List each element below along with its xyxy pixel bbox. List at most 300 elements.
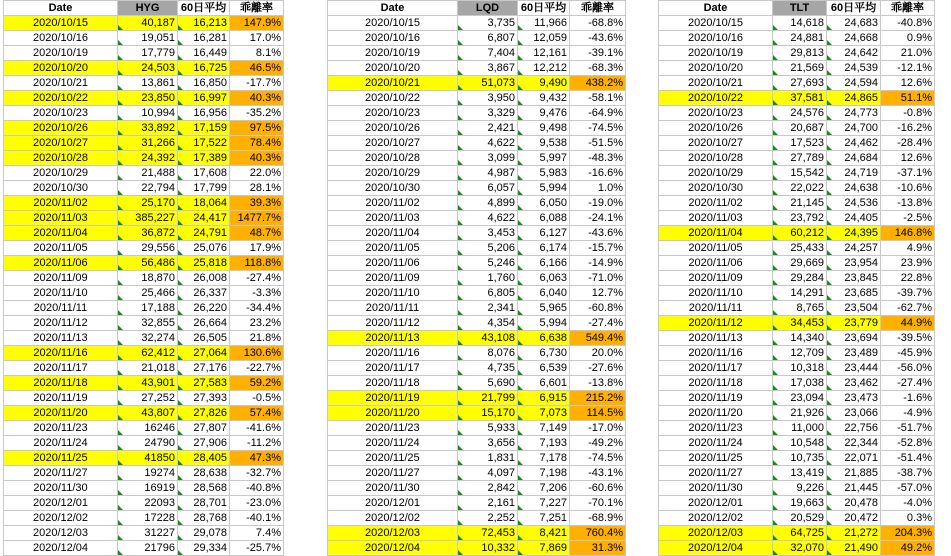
- volume-cell[interactable]: 8,765: [773, 301, 827, 316]
- volume-cell[interactable]: 21,569: [773, 61, 827, 76]
- volume-cell[interactable]: 6,807: [458, 31, 518, 46]
- deviation-cell[interactable]: 21.0%: [881, 46, 935, 61]
- volume-cell[interactable]: 4,735: [458, 361, 518, 376]
- volume-cell[interactable]: 14,340: [773, 331, 827, 346]
- volume-cell[interactable]: 24,503: [118, 61, 178, 76]
- volume-cell[interactable]: 2,161: [458, 496, 518, 511]
- date-cell[interactable]: 2020/12/01: [4, 496, 118, 511]
- average-cell[interactable]: 17,159: [178, 121, 230, 136]
- date-cell[interactable]: 2020/12/03: [4, 526, 118, 541]
- average-cell[interactable]: 9,538: [518, 136, 570, 151]
- volume-cell[interactable]: 51,073: [458, 76, 518, 91]
- average-cell[interactable]: 28,405: [178, 451, 230, 466]
- deviation-cell[interactable]: -56.0%: [881, 361, 935, 376]
- volume-cell[interactable]: 5,933: [458, 421, 518, 436]
- average-cell[interactable]: 24,668: [827, 31, 881, 46]
- volume-cell[interactable]: 19,663: [773, 496, 827, 511]
- deviation-cell[interactable]: -60.6%: [570, 481, 626, 496]
- column-header-ticker[interactable]: LQD: [458, 1, 518, 16]
- deviation-cell[interactable]: -16.6%: [570, 166, 626, 181]
- average-cell[interactable]: 23,473: [827, 391, 881, 406]
- average-cell[interactable]: 17,389: [178, 151, 230, 166]
- volume-cell[interactable]: 13,419: [773, 466, 827, 481]
- average-cell[interactable]: 27,064: [178, 346, 230, 361]
- volume-cell[interactable]: 17,038: [773, 376, 827, 391]
- volume-cell[interactable]: 34,453: [773, 316, 827, 331]
- average-cell[interactable]: 26,505: [178, 331, 230, 346]
- average-cell[interactable]: 17,799: [178, 181, 230, 196]
- deviation-cell[interactable]: -14.9%: [570, 256, 626, 271]
- average-cell[interactable]: 5,983: [518, 166, 570, 181]
- average-cell[interactable]: 24,638: [827, 181, 881, 196]
- deviation-cell[interactable]: 4.9%: [881, 241, 935, 256]
- deviation-cell[interactable]: 7.4%: [230, 526, 284, 541]
- volume-cell[interactable]: 20,687: [773, 121, 827, 136]
- deviation-cell[interactable]: 1477.7%: [230, 211, 284, 226]
- deviation-cell[interactable]: 17.9%: [230, 241, 284, 256]
- date-cell[interactable]: 2020/10/30: [4, 181, 118, 196]
- date-cell[interactable]: 2020/11/24: [4, 436, 118, 451]
- average-cell[interactable]: 7,178: [518, 451, 570, 466]
- volume-cell[interactable]: 3,867: [458, 61, 518, 76]
- deviation-cell[interactable]: -40.8%: [881, 16, 935, 31]
- volume-cell[interactable]: 5,246: [458, 256, 518, 271]
- deviation-cell[interactable]: -71.0%: [570, 271, 626, 286]
- date-cell[interactable]: 2020/10/22: [659, 91, 773, 106]
- average-cell[interactable]: 23,954: [827, 256, 881, 271]
- average-cell[interactable]: 24,539: [827, 61, 881, 76]
- volume-cell[interactable]: 4,987: [458, 166, 518, 181]
- date-cell[interactable]: 2020/11/27: [328, 466, 458, 481]
- deviation-cell[interactable]: -11.2%: [230, 436, 284, 451]
- volume-cell[interactable]: 22,794: [118, 181, 178, 196]
- date-cell[interactable]: 2020/12/03: [659, 526, 773, 541]
- average-cell[interactable]: 6,127: [518, 226, 570, 241]
- deviation-cell[interactable]: 23.9%: [881, 256, 935, 271]
- deviation-cell[interactable]: 48.7%: [230, 226, 284, 241]
- date-cell[interactable]: 2020/10/26: [659, 121, 773, 136]
- deviation-cell[interactable]: 21.8%: [230, 331, 284, 346]
- date-cell[interactable]: 2020/10/22: [328, 91, 458, 106]
- deviation-cell[interactable]: 130.6%: [230, 346, 284, 361]
- volume-cell[interactable]: 20,529: [773, 511, 827, 526]
- date-cell[interactable]: 2020/10/16: [659, 31, 773, 46]
- average-cell[interactable]: 24,405: [827, 211, 881, 226]
- date-cell[interactable]: 2020/12/04: [4, 541, 118, 556]
- date-cell[interactable]: 2020/12/02: [4, 511, 118, 526]
- average-cell[interactable]: 29,078: [178, 526, 230, 541]
- date-cell[interactable]: 2020/11/03: [659, 211, 773, 226]
- deviation-cell[interactable]: -62.7%: [881, 301, 935, 316]
- date-cell[interactable]: 2020/10/19: [4, 46, 118, 61]
- deviation-cell[interactable]: 118.8%: [230, 256, 284, 271]
- average-cell[interactable]: 26,337: [178, 286, 230, 301]
- deviation-cell[interactable]: -60.8%: [570, 301, 626, 316]
- average-cell[interactable]: 7,227: [518, 496, 570, 511]
- deviation-cell[interactable]: -3.3%: [230, 286, 284, 301]
- average-cell[interactable]: 16,850: [178, 76, 230, 91]
- date-cell[interactable]: 2020/11/17: [659, 361, 773, 376]
- deviation-cell[interactable]: 204.3%: [881, 526, 935, 541]
- average-cell[interactable]: 7,073: [518, 406, 570, 421]
- deviation-cell[interactable]: -45.9%: [881, 346, 935, 361]
- deviation-cell[interactable]: -40.8%: [230, 481, 284, 496]
- deviation-cell[interactable]: 46.5%: [230, 61, 284, 76]
- date-cell[interactable]: 2020/11/02: [328, 196, 458, 211]
- deviation-cell[interactable]: -74.5%: [570, 451, 626, 466]
- volume-cell[interactable]: 40,187: [118, 16, 178, 31]
- date-cell[interactable]: 2020/11/10: [659, 286, 773, 301]
- volume-cell[interactable]: 14,618: [773, 16, 827, 31]
- date-cell[interactable]: 2020/11/20: [659, 406, 773, 421]
- deviation-cell[interactable]: -2.5%: [881, 211, 935, 226]
- average-cell[interactable]: 26,008: [178, 271, 230, 286]
- deviation-cell[interactable]: 0.9%: [881, 31, 935, 46]
- deviation-cell[interactable]: -51.5%: [570, 136, 626, 151]
- deviation-cell[interactable]: 22.8%: [881, 271, 935, 286]
- volume-cell[interactable]: 1,760: [458, 271, 518, 286]
- deviation-cell[interactable]: 31.3%: [570, 541, 626, 556]
- average-cell[interactable]: 24,865: [827, 91, 881, 106]
- date-cell[interactable]: 2020/11/10: [328, 286, 458, 301]
- volume-cell[interactable]: 62,412: [118, 346, 178, 361]
- date-cell[interactable]: 2020/10/21: [4, 76, 118, 91]
- average-cell[interactable]: 24,642: [827, 46, 881, 61]
- date-cell[interactable]: 2020/10/15: [4, 16, 118, 31]
- date-cell[interactable]: 2020/11/13: [4, 331, 118, 346]
- volume-cell[interactable]: 23,792: [773, 211, 827, 226]
- deviation-cell[interactable]: -43.6%: [570, 31, 626, 46]
- volume-cell[interactable]: 17228: [118, 511, 178, 526]
- deviation-cell[interactable]: 438.2%: [570, 76, 626, 91]
- average-cell[interactable]: 24,536: [827, 196, 881, 211]
- date-cell[interactable]: 2020/11/11: [4, 301, 118, 316]
- date-cell[interactable]: 2020/10/26: [328, 121, 458, 136]
- deviation-cell[interactable]: -58.1%: [570, 91, 626, 106]
- date-cell[interactable]: 2020/10/15: [328, 16, 458, 31]
- volume-cell[interactable]: 14,291: [773, 286, 827, 301]
- deviation-cell[interactable]: -51.4%: [881, 451, 935, 466]
- average-cell[interactable]: 6,040: [518, 286, 570, 301]
- deviation-cell[interactable]: -23.0%: [230, 496, 284, 511]
- date-cell[interactable]: 2020/11/20: [328, 406, 458, 421]
- date-cell[interactable]: 2020/11/24: [328, 436, 458, 451]
- date-cell[interactable]: 2020/10/23: [4, 106, 118, 121]
- average-cell[interactable]: 27,906: [178, 436, 230, 451]
- volume-cell[interactable]: 3,099: [458, 151, 518, 166]
- date-cell[interactable]: 2020/10/15: [659, 16, 773, 31]
- average-cell[interactable]: 25,818: [178, 256, 230, 271]
- date-cell[interactable]: 2020/11/25: [659, 451, 773, 466]
- date-cell[interactable]: 2020/11/12: [328, 316, 458, 331]
- deviation-cell[interactable]: 12.7%: [570, 286, 626, 301]
- column-header-deviation[interactable]: 乖離率: [881, 1, 935, 16]
- date-cell[interactable]: 2020/11/20: [4, 406, 118, 421]
- volume-cell[interactable]: 19,051: [118, 31, 178, 46]
- date-cell[interactable]: 2020/11/12: [659, 316, 773, 331]
- deviation-cell[interactable]: -38.7%: [881, 466, 935, 481]
- average-cell[interactable]: 28,568: [178, 481, 230, 496]
- average-cell[interactable]: 16,449: [178, 46, 230, 61]
- average-cell[interactable]: 6,166: [518, 256, 570, 271]
- volume-cell[interactable]: 24,576: [773, 106, 827, 121]
- volume-cell[interactable]: 36,872: [118, 226, 178, 241]
- column-header-average[interactable]: 60日平均: [518, 1, 570, 16]
- volume-cell[interactable]: 25,433: [773, 241, 827, 256]
- average-cell[interactable]: 24,791: [178, 226, 230, 241]
- deviation-cell[interactable]: -39.7%: [881, 286, 935, 301]
- date-cell[interactable]: 2020/11/02: [659, 196, 773, 211]
- volume-cell[interactable]: 6,057: [458, 181, 518, 196]
- date-cell[interactable]: 2020/10/28: [4, 151, 118, 166]
- date-cell[interactable]: 2020/11/25: [328, 451, 458, 466]
- average-cell[interactable]: 7,251: [518, 511, 570, 526]
- volume-cell[interactable]: 15,170: [458, 406, 518, 421]
- average-cell[interactable]: 16,956: [178, 106, 230, 121]
- volume-cell[interactable]: 29,284: [773, 271, 827, 286]
- date-cell[interactable]: 2020/11/05: [4, 241, 118, 256]
- deviation-cell[interactable]: -13.8%: [570, 376, 626, 391]
- volume-cell[interactable]: 32,855: [118, 316, 178, 331]
- date-cell[interactable]: 2020/11/18: [328, 376, 458, 391]
- average-cell[interactable]: 17,608: [178, 166, 230, 181]
- volume-cell[interactable]: 12,709: [773, 346, 827, 361]
- volume-cell[interactable]: 27,252: [118, 391, 178, 406]
- average-cell[interactable]: 6,539: [518, 361, 570, 376]
- volume-cell[interactable]: 17,188: [118, 301, 178, 316]
- date-cell[interactable]: 2020/10/19: [659, 46, 773, 61]
- volume-cell[interactable]: 4,899: [458, 196, 518, 211]
- date-cell[interactable]: 2020/11/30: [4, 481, 118, 496]
- deviation-cell[interactable]: 0.3%: [881, 511, 935, 526]
- volume-cell[interactable]: 29,813: [773, 46, 827, 61]
- date-cell[interactable]: 2020/11/06: [659, 256, 773, 271]
- average-cell[interactable]: 25,076: [178, 241, 230, 256]
- volume-cell[interactable]: 11,000: [773, 421, 827, 436]
- date-cell[interactable]: 2020/11/13: [328, 331, 458, 346]
- average-cell[interactable]: 26,220: [178, 301, 230, 316]
- average-cell[interactable]: 23,779: [827, 316, 881, 331]
- average-cell[interactable]: 24,462: [827, 136, 881, 151]
- deviation-cell[interactable]: 12.6%: [881, 151, 935, 166]
- deviation-cell[interactable]: 215.2%: [570, 391, 626, 406]
- deviation-cell[interactable]: 12.6%: [881, 76, 935, 91]
- deviation-cell[interactable]: 78.4%: [230, 136, 284, 151]
- deviation-cell[interactable]: 22.0%: [230, 166, 284, 181]
- volume-cell[interactable]: 27,789: [773, 151, 827, 166]
- date-cell[interactable]: 2020/11/23: [4, 421, 118, 436]
- average-cell[interactable]: 23,694: [827, 331, 881, 346]
- date-cell[interactable]: 2020/11/04: [4, 226, 118, 241]
- deviation-cell[interactable]: -48.3%: [570, 151, 626, 166]
- average-cell[interactable]: 20,472: [827, 511, 881, 526]
- volume-cell[interactable]: 385,227: [118, 211, 178, 226]
- deviation-cell[interactable]: -25.7%: [230, 541, 284, 556]
- volume-cell[interactable]: 21,799: [458, 391, 518, 406]
- deviation-cell[interactable]: -37.1%: [881, 166, 935, 181]
- date-cell[interactable]: 2020/11/09: [328, 271, 458, 286]
- date-cell[interactable]: 2020/11/30: [659, 481, 773, 496]
- date-cell[interactable]: 2020/10/21: [328, 76, 458, 91]
- deviation-cell[interactable]: -40.1%: [230, 511, 284, 526]
- date-cell[interactable]: 2020/10/29: [328, 166, 458, 181]
- volume-cell[interactable]: 25,170: [118, 196, 178, 211]
- volume-cell[interactable]: 2,421: [458, 121, 518, 136]
- deviation-cell[interactable]: -0.5%: [230, 391, 284, 406]
- volume-cell[interactable]: 18,870: [118, 271, 178, 286]
- date-cell[interactable]: 2020/10/23: [328, 106, 458, 121]
- date-cell[interactable]: 2020/10/20: [328, 61, 458, 76]
- average-cell[interactable]: 21,445: [827, 481, 881, 496]
- date-cell[interactable]: 2020/11/19: [4, 391, 118, 406]
- average-cell[interactable]: 11,966: [518, 16, 570, 31]
- volume-cell[interactable]: 23,094: [773, 391, 827, 406]
- average-cell[interactable]: 6,063: [518, 271, 570, 286]
- volume-cell[interactable]: 17,779: [118, 46, 178, 61]
- volume-cell[interactable]: 41850: [118, 451, 178, 466]
- date-cell[interactable]: 2020/10/16: [328, 31, 458, 46]
- date-cell[interactable]: 2020/10/30: [659, 181, 773, 196]
- volume-cell[interactable]: 25,466: [118, 286, 178, 301]
- average-cell[interactable]: 8,421: [518, 526, 570, 541]
- deviation-cell[interactable]: -51.7%: [881, 421, 935, 436]
- average-cell[interactable]: 9,476: [518, 106, 570, 121]
- average-cell[interactable]: 9,432: [518, 91, 570, 106]
- volume-cell[interactable]: 10,318: [773, 361, 827, 376]
- volume-cell[interactable]: 7,404: [458, 46, 518, 61]
- volume-cell[interactable]: 21,488: [118, 166, 178, 181]
- deviation-cell[interactable]: -68.9%: [570, 511, 626, 526]
- volume-cell[interactable]: 24,881: [773, 31, 827, 46]
- deviation-cell[interactable]: 44.9%: [881, 316, 935, 331]
- date-cell[interactable]: 2020/10/23: [659, 106, 773, 121]
- average-cell[interactable]: 16,213: [178, 16, 230, 31]
- volume-cell[interactable]: 27,693: [773, 76, 827, 91]
- average-cell[interactable]: 7,206: [518, 481, 570, 496]
- date-cell[interactable]: 2020/11/06: [328, 256, 458, 271]
- date-cell[interactable]: 2020/11/05: [328, 241, 458, 256]
- volume-cell[interactable]: 15,542: [773, 166, 827, 181]
- deviation-cell[interactable]: -4.0%: [881, 496, 935, 511]
- average-cell[interactable]: 23,066: [827, 406, 881, 421]
- column-header-date[interactable]: Date: [4, 1, 118, 16]
- volume-cell[interactable]: 22093: [118, 496, 178, 511]
- volume-cell[interactable]: 4,622: [458, 211, 518, 226]
- date-cell[interactable]: 2020/10/26: [4, 121, 118, 136]
- volume-cell[interactable]: 3,950: [458, 91, 518, 106]
- volume-cell[interactable]: 1,831: [458, 451, 518, 466]
- average-cell[interactable]: 28,701: [178, 496, 230, 511]
- deviation-cell[interactable]: -13.8%: [881, 196, 935, 211]
- deviation-cell[interactable]: -68.8%: [570, 16, 626, 31]
- average-cell[interactable]: 22,756: [827, 421, 881, 436]
- deviation-cell[interactable]: -0.8%: [881, 106, 935, 121]
- date-cell[interactable]: 2020/11/04: [328, 226, 458, 241]
- deviation-cell[interactable]: 549.4%: [570, 331, 626, 346]
- date-cell[interactable]: 2020/11/23: [659, 421, 773, 436]
- average-cell[interactable]: 7,198: [518, 466, 570, 481]
- deviation-cell[interactable]: -32.7%: [230, 466, 284, 481]
- average-cell[interactable]: 7,869: [518, 541, 570, 556]
- average-cell[interactable]: 27,826: [178, 406, 230, 421]
- date-cell[interactable]: 2020/12/04: [328, 541, 458, 556]
- average-cell[interactable]: 17,522: [178, 136, 230, 151]
- deviation-cell[interactable]: 28.1%: [230, 181, 284, 196]
- date-cell[interactable]: 2020/10/27: [4, 136, 118, 151]
- volume-cell[interactable]: 2,252: [458, 511, 518, 526]
- volume-cell[interactable]: 10,548: [773, 436, 827, 451]
- deviation-cell[interactable]: -34.4%: [230, 301, 284, 316]
- deviation-cell[interactable]: -41.6%: [230, 421, 284, 436]
- volume-cell[interactable]: 5,206: [458, 241, 518, 256]
- date-cell[interactable]: 2020/10/19: [328, 46, 458, 61]
- average-cell[interactable]: 6,050: [518, 196, 570, 211]
- average-cell[interactable]: 27,393: [178, 391, 230, 406]
- date-cell[interactable]: 2020/11/27: [4, 466, 118, 481]
- average-cell[interactable]: 24,395: [827, 226, 881, 241]
- date-cell[interactable]: 2020/11/09: [4, 271, 118, 286]
- deviation-cell[interactable]: 40.3%: [230, 91, 284, 106]
- date-cell[interactable]: 2020/11/06: [4, 256, 118, 271]
- date-cell[interactable]: 2020/12/02: [659, 511, 773, 526]
- date-cell[interactable]: 2020/10/27: [659, 136, 773, 151]
- volume-cell[interactable]: 5,690: [458, 376, 518, 391]
- volume-cell[interactable]: 32,274: [118, 331, 178, 346]
- deviation-cell[interactable]: 97.5%: [230, 121, 284, 136]
- volume-cell[interactable]: 32,070: [773, 541, 827, 556]
- deviation-cell[interactable]: -43.6%: [570, 226, 626, 241]
- deviation-cell[interactable]: -27.4%: [230, 271, 284, 286]
- date-cell[interactable]: 2020/11/16: [4, 346, 118, 361]
- deviation-cell[interactable]: 39.3%: [230, 196, 284, 211]
- deviation-cell[interactable]: 23.2%: [230, 316, 284, 331]
- deviation-cell[interactable]: -68.3%: [570, 61, 626, 76]
- volume-cell[interactable]: 64,725: [773, 526, 827, 541]
- deviation-cell[interactable]: 49.2%: [881, 541, 935, 556]
- column-header-average[interactable]: 60日平均: [827, 1, 881, 16]
- deviation-cell[interactable]: 146.8%: [881, 226, 935, 241]
- volume-cell[interactable]: 3,656: [458, 436, 518, 451]
- deviation-cell[interactable]: 40.3%: [230, 151, 284, 166]
- average-cell[interactable]: 16,281: [178, 31, 230, 46]
- deviation-cell[interactable]: 17.0%: [230, 31, 284, 46]
- column-header-ticker[interactable]: TLT: [773, 1, 827, 16]
- volume-cell[interactable]: 37,581: [773, 91, 827, 106]
- average-cell[interactable]: 12,059: [518, 31, 570, 46]
- average-cell[interactable]: 24,700: [827, 121, 881, 136]
- date-cell[interactable]: 2020/10/30: [328, 181, 458, 196]
- date-cell[interactable]: 2020/10/28: [659, 151, 773, 166]
- average-cell[interactable]: 23,845: [827, 271, 881, 286]
- deviation-cell[interactable]: 147.9%: [230, 16, 284, 31]
- deviation-cell[interactable]: 1.0%: [570, 181, 626, 196]
- date-cell[interactable]: 2020/10/16: [4, 31, 118, 46]
- date-cell[interactable]: 2020/12/04: [659, 541, 773, 556]
- volume-cell[interactable]: 6,805: [458, 286, 518, 301]
- average-cell[interactable]: 24,594: [827, 76, 881, 91]
- average-cell[interactable]: 24,257: [827, 241, 881, 256]
- average-cell[interactable]: 23,444: [827, 361, 881, 376]
- average-cell[interactable]: 24,684: [827, 151, 881, 166]
- deviation-cell[interactable]: -12.1%: [881, 61, 935, 76]
- volume-cell[interactable]: 2,842: [458, 481, 518, 496]
- date-cell[interactable]: 2020/11/30: [328, 481, 458, 496]
- average-cell[interactable]: 22,071: [827, 451, 881, 466]
- deviation-cell[interactable]: 51.1%: [881, 91, 935, 106]
- average-cell[interactable]: 16,997: [178, 91, 230, 106]
- volume-cell[interactable]: 4,097: [458, 466, 518, 481]
- average-cell[interactable]: 27,176: [178, 361, 230, 376]
